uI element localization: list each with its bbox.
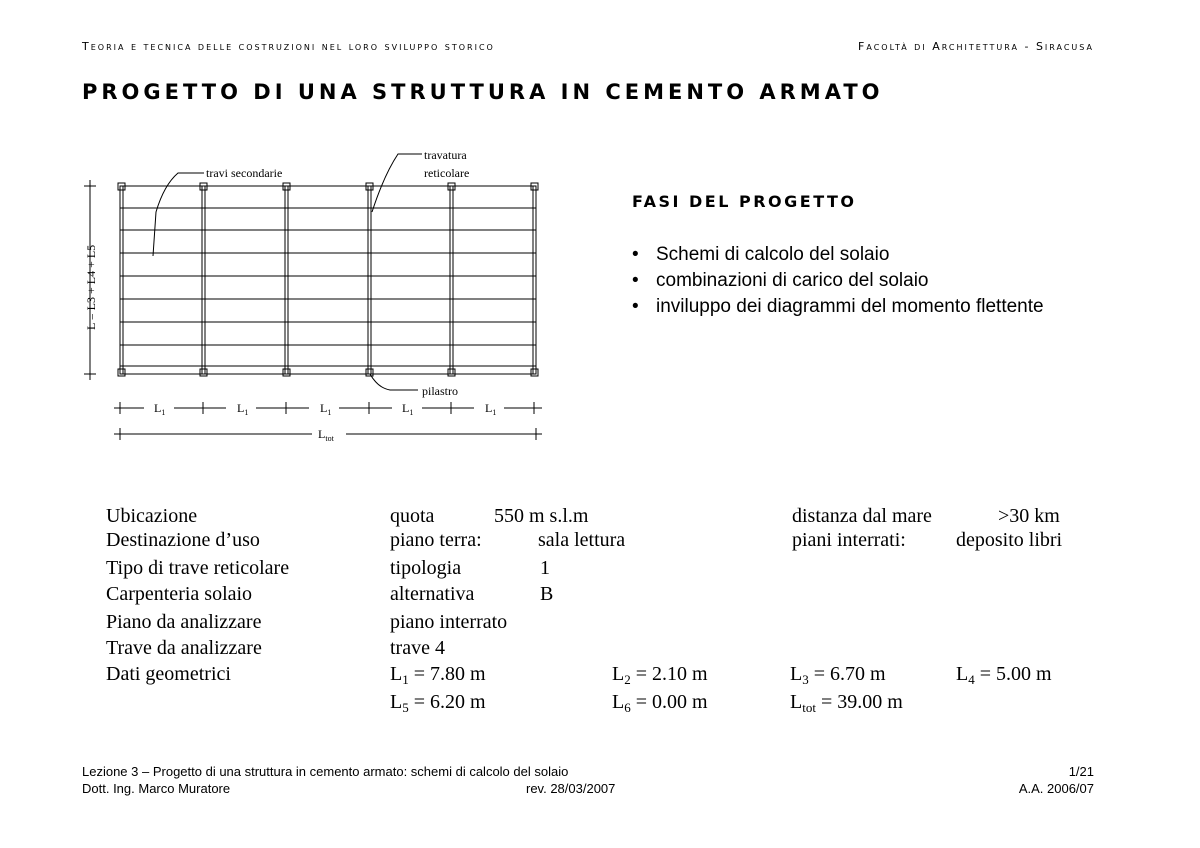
alternativa-value: B — [540, 583, 554, 605]
geom-l1: $L_1 = 7.80$ m — [390, 663, 486, 687]
header-faculty: Facoltà di Architettura - Siracusa — [858, 40, 1094, 53]
pillars — [118, 183, 538, 376]
row-label-dati-geometrici: Dati geometrici — [106, 663, 231, 685]
phase-item: • combinazioni di carico del solaio — [632, 268, 1062, 294]
phases-title: FASI DEL PROGETTO — [632, 192, 857, 211]
footer-page-number: 1/21 — [1068, 764, 1094, 779]
piano-terra-value: sala lettura — [538, 529, 626, 551]
row-label-trave: Trave da analizzare — [106, 637, 262, 659]
footer-academic-year: A.A. 2006/07 — [1018, 781, 1094, 796]
tipologia-value: 1 — [540, 557, 550, 579]
interrati-value: deposito libri — [956, 529, 1063, 551]
row-label-tipo-trave: Tipo di trave reticolare — [106, 557, 290, 579]
row-label-ubicazione: Ubicazione — [106, 505, 198, 527]
leader-travi-secondarie — [153, 173, 204, 256]
tipologia-label: tipologia — [390, 557, 462, 579]
span-label-5: $L_1$ — [485, 401, 497, 417]
alternativa-label: alternativa — [390, 583, 475, 605]
piano-value: piano interrato — [390, 611, 508, 633]
phase-item: • Schemi di calcolo del solaio — [632, 242, 1062, 268]
truss-lines — [120, 186, 536, 374]
label-travi-secondarie: travi secondarie — [206, 166, 283, 180]
footer-author: Dott. Ing. Marco Muratore — [82, 781, 231, 796]
row-label-carpenteria: Carpenteria solaio — [106, 583, 253, 605]
page-title: PROGETTO DI UNA STRUTTURA IN CEMENTO ARMATO — [82, 80, 884, 104]
geom-ltot: $L_{tot} = 39.00$ m — [790, 691, 903, 715]
distanza-value: >30 km — [998, 505, 1060, 527]
header-course-title: Teoria e tecnica delle costruzioni nel loro sviluppo storico — [82, 40, 495, 53]
span-label-1: $L_1$ — [154, 401, 166, 417]
total-label: $L_{tot}$ — [318, 427, 334, 443]
interrati-label: piani interrati: — [792, 529, 906, 551]
footer-lesson: Lezione 3 – Progetto di una struttura in cemento armato: schemi di calcolo del solaio — [82, 764, 569, 779]
structure-plan-diagram — [80, 140, 560, 450]
quota-label: quota — [390, 505, 435, 527]
label-pilastro: pilastro — [422, 384, 458, 398]
label-travatura-1: travatura — [424, 148, 467, 162]
footer-revision: rev. 28/03/2007 — [526, 781, 616, 796]
trave-value: trave 4 — [390, 637, 445, 659]
leader-travatura — [372, 154, 422, 212]
row-label-piano: Piano da analizzare — [106, 611, 262, 633]
vertical-dimension-label: L = L3 + L4 + L5 — [84, 244, 98, 330]
geom-l2: $L_2 = 2.10$ m — [612, 663, 708, 687]
quota-value: 550 m s.l.m — [494, 505, 589, 527]
phases-list — [632, 242, 1062, 320]
phase-item: • inviluppo dei diagrammi del momento flettente — [632, 294, 1062, 320]
leader-pilastro — [370, 374, 418, 390]
span-label-2: $L_1$ — [237, 401, 249, 417]
row-label-destinazione: Destinazione d’uso — [106, 529, 260, 551]
geom-l4: $L_4 = 5.00$ m — [956, 663, 1052, 687]
geom-l3: $L_3 = 6.70$ m — [790, 663, 886, 687]
plan-frame — [120, 186, 536, 374]
geom-l6: $L_6 = 0.00$ m — [612, 691, 708, 715]
geom-l5: $L_5 = 6.20$ m — [390, 691, 486, 715]
span-label-4: $L_1$ — [402, 401, 414, 417]
label-travatura-2: reticolare — [424, 166, 470, 180]
span-label-3: $L_1$ — [320, 401, 332, 417]
distanza-label: distanza dal mare — [792, 505, 932, 527]
piano-terra-label: piano terra: — [390, 529, 482, 551]
